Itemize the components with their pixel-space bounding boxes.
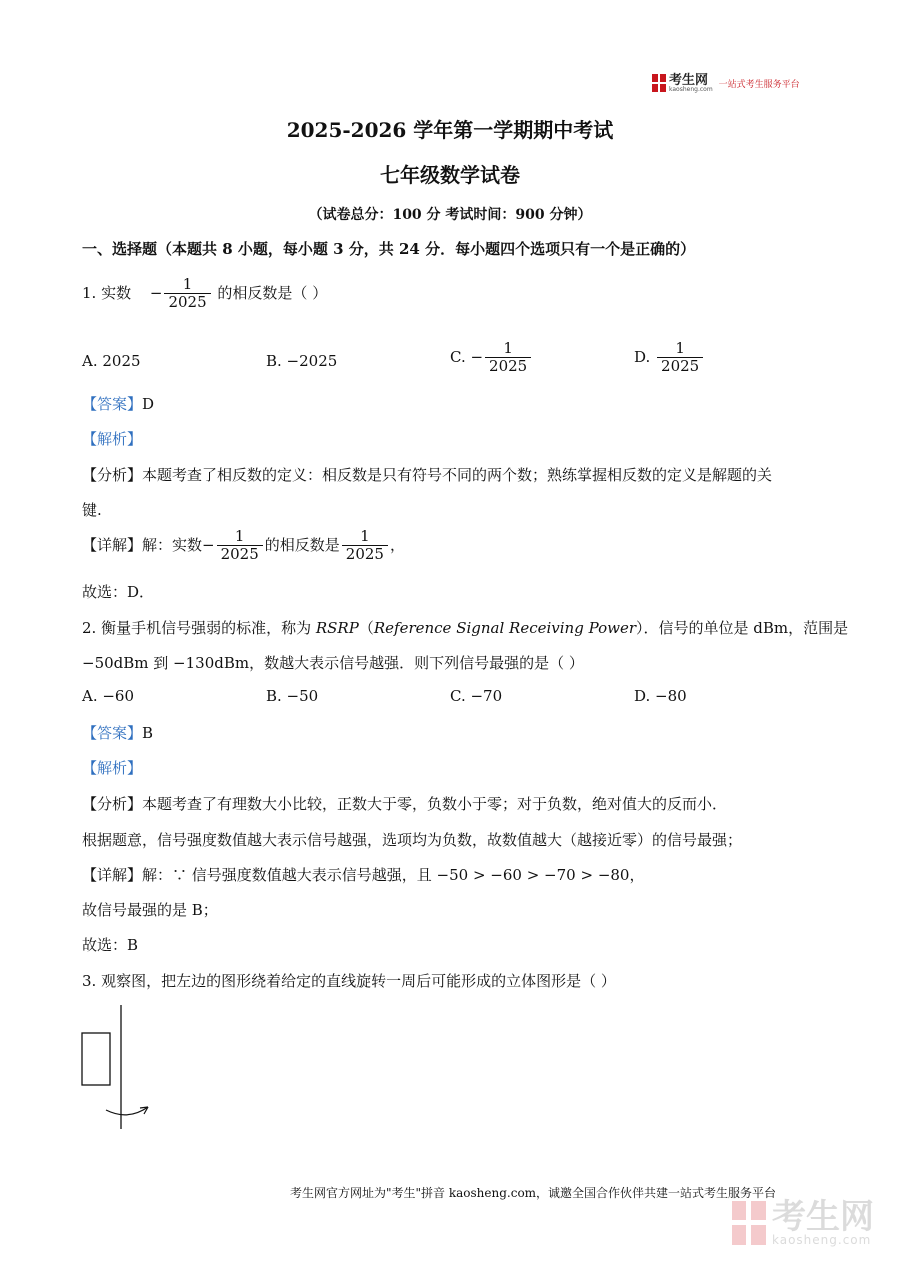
exam-subtitle: 七年级数学试卷	[380, 163, 520, 187]
q1-analysis-cont: 键.	[82, 501, 102, 519]
exam-title: 2025-2026 学年第一学期期中考试	[286, 118, 614, 142]
section-heading: 一、选择题（本题共 8 小题，每小题 3 分，共 24 分．每小题四个选项只有一个是正确的）	[82, 240, 696, 258]
header-logo	[652, 72, 800, 94]
q2-answer: 【答案】B	[82, 724, 154, 742]
question-1	[82, 276, 327, 312]
q2-choose: 故选：B	[82, 936, 139, 954]
q2-detail: 【详解】解：∵ 信号强度数值越大表示信号越强，且 −50 > −60 > −70 > −80，	[82, 866, 645, 884]
q1-detail: 【详解】解：实数− $\frac{1}{2025}$ 的相反数是 $\frac{1}{2025}$ ，	[82, 527, 405, 564]
q1-fraction: $\frac{1}{2025}$	[164, 276, 210, 312]
q1-suffix: 的相反数是（ ）	[217, 283, 328, 302]
watermark-name: 考生网	[772, 1197, 874, 1237]
q1-option-b: B. −2025	[266, 352, 338, 370]
question-2: 2. 衡量手机信号强弱的标准，称为 RSRP（Reference Signal Receiving Power）．信号的单位是 dBm，范围是	[82, 619, 849, 637]
q2-option-c: C. −70	[450, 687, 503, 705]
q2-option-b: B. −50	[266, 687, 319, 705]
q2-reason: 根据题意，信号强度数值越大表示信号越强，选项均为负数，故数值越大（越接近零）的信号最强；	[82, 831, 743, 849]
question-3: 3. 观察图，把左边的图形绕着给定的直线旋转一周后可能形成的立体图形是（ ）	[82, 972, 616, 990]
q1-option-c: C. − $\frac{1}{2025}$	[450, 340, 533, 376]
watermark-domain: kaosheng.com	[772, 1233, 872, 1247]
q1-choose: 故选：D．	[82, 583, 155, 601]
q1-prefix: 1. 实数	[82, 283, 132, 302]
kaosheng-logo-icon	[652, 74, 666, 92]
q1-jiexi: 【解析】	[82, 430, 143, 448]
logo-domain: kaosheng.com	[669, 85, 713, 93]
q2-conclusion: 故信号最强的是 B；	[82, 901, 218, 919]
q2-analysis: 【分析】本题考查了有理数大小比较，正数大于零，负数小于零；对于负数，绝对值大的反而小．	[82, 795, 728, 813]
q1-answer: 【答案】D	[82, 395, 155, 413]
watermark	[732, 1197, 874, 1247]
logo-name: 考生网	[669, 72, 709, 88]
exam-info: （试卷总分：100 分 考试时间：900 分钟）	[308, 207, 592, 223]
q1-minus: −	[149, 283, 163, 302]
page-footer: 考生网官方网址为"考生"拼音 kaosheng.com，诚邀全国合作伙伴共建一站式考生服务平台	[290, 1186, 777, 1200]
logo-slogan: 一站式考生服务平台	[718, 79, 800, 90]
q2-option-d: D. −80	[634, 687, 687, 705]
q1-option-a: A. 2025	[82, 352, 141, 370]
q2-option-a: A. −60	[82, 687, 135, 705]
q1-analysis: 【分析】本题考查了相反数的定义：相反数是只有符号不同的两个数；熟练掌握相反数的定义是解题的关	[82, 466, 773, 484]
q3-rectangle	[82, 1033, 110, 1085]
watermark-logo-icon	[732, 1201, 766, 1245]
q2-jiexi: 【解析】	[82, 759, 143, 777]
question-2-cont: −50dBm 到 −130dBm，数越大表示信号越强．则下列信号最强的是（ ）	[82, 654, 584, 672]
q3-rotation-figure	[78, 1003, 168, 1133]
q1-option-d: D. $\frac{1}{2025}$	[634, 340, 705, 376]
